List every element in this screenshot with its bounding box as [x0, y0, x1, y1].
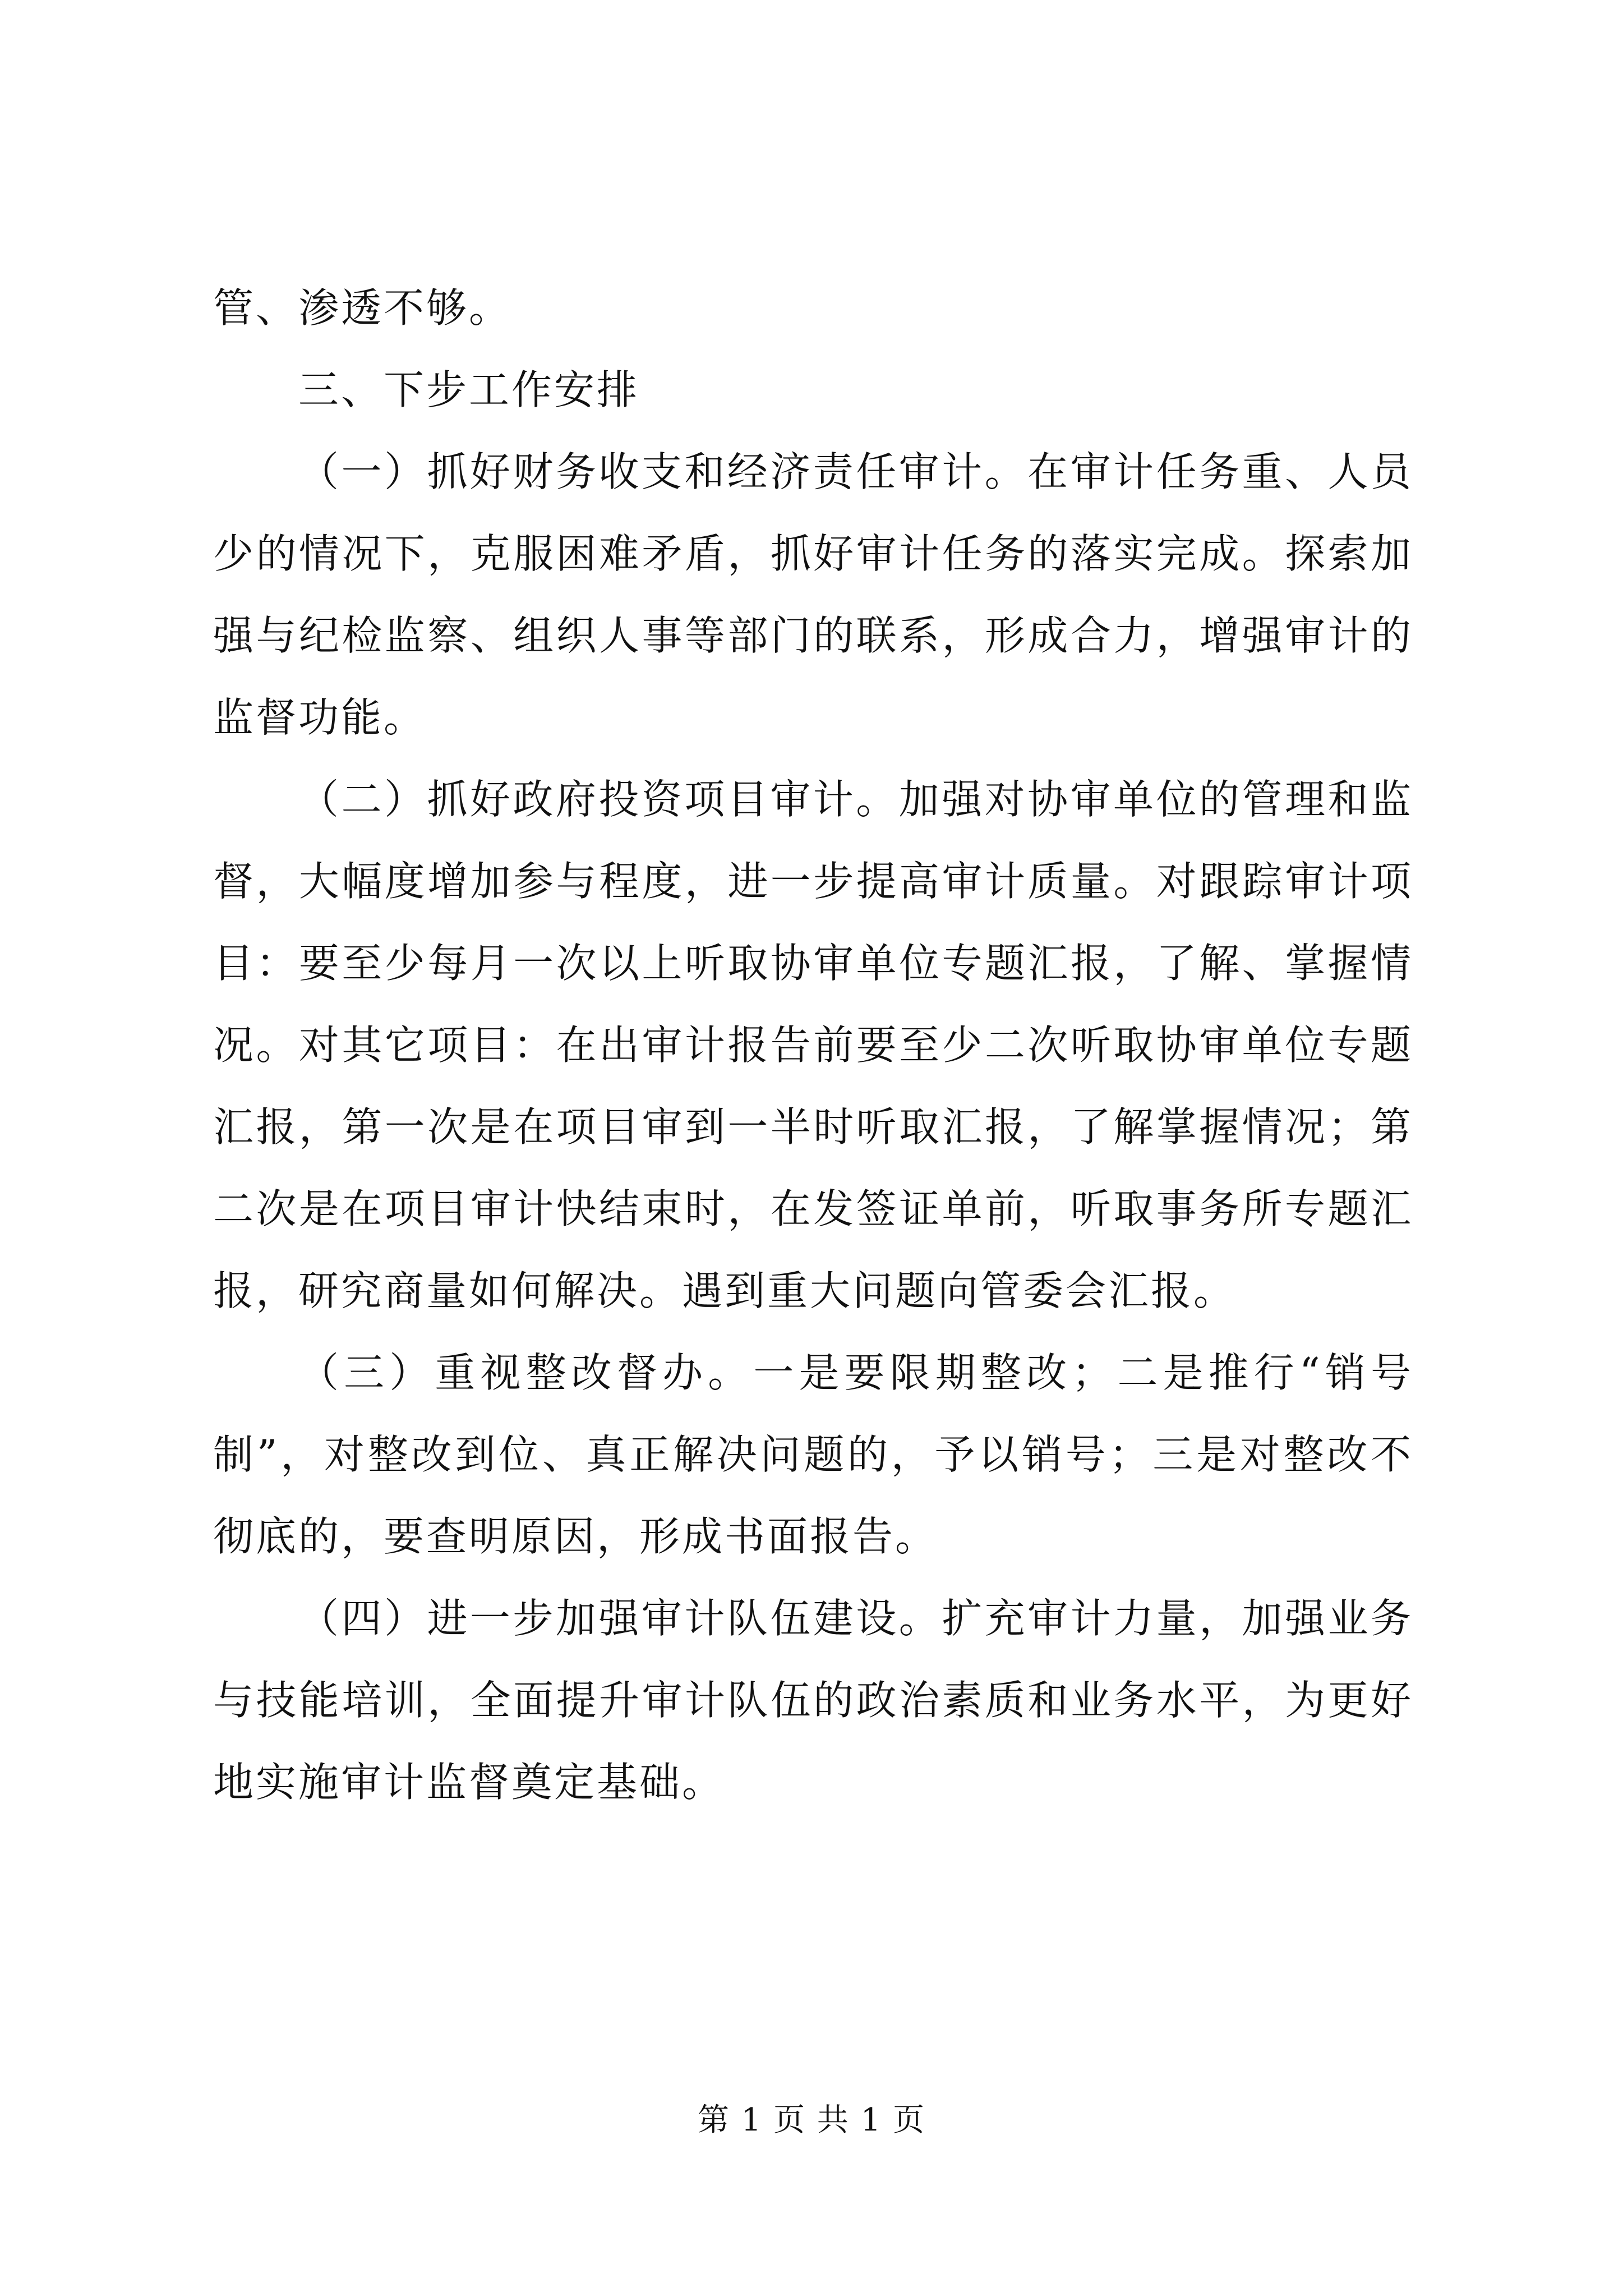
section-heading: 三、下步工作安排	[298, 366, 640, 413]
paragraph-item-3: （三）重视整改督办。一是要限期整改；二是推行“销号制”，对整改到位、真正解决问题的，予以销号；三是对整改不彻底的，要查明原因，形成书面报告。	[213, 1349, 1413, 1560]
paragraph-item-2: （二）抓好政府投资项目审计。加强对协审单位的管理和监督，大幅度增加参与程度，进一步提高审计质量。对跟踪审计项目：要至少每月一次以上听取协审单位专题汇报，了解、掌握情况。对其它项目：在出审计报告前要至少二次听取协审单位专题汇报，第一次是在项目审到一半时听取汇报，了解掌握情况；第二次是在项目审计快结束时，在发签证单前，听取事务所专题汇报，研究商量如何解决。遇到重大问题向管委会汇报。	[213, 776, 1413, 1314]
paragraph-item-1: （一）抓好财务收支和经济责任审计。在审计任务重、人员少的情况下，克服困难矛盾，抓好审计任务的落实完成。探索加强与纪检监察、组织人事等部门的联系，形成合力，增强审计的监督功能。	[213, 448, 1413, 741]
paragraph-continuation: 管、渗透不够。	[213, 284, 512, 332]
page-footer: 第 1 页 共 1 页	[697, 2102, 926, 2138]
paragraph-item-4: （四）进一步加强审计队伍建设。扩充审计力量，加强业务与技能培训，全面提升审计队伍的政治素质和业务水平，为更好地实施审计监督奠定基础。	[213, 1595, 1413, 1806]
document-body	[213, 267, 1413, 1823]
